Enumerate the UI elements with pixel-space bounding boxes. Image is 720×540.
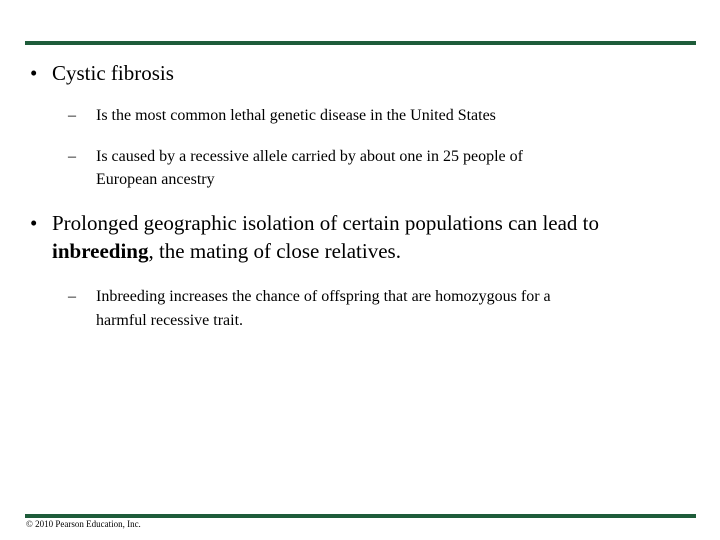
term-inbreeding: inbreeding — [52, 239, 149, 263]
sub-bullet-dash: – — [68, 148, 76, 165]
sub-bullet-inbreeding-line1: Inbreeding increases the chance of offspring that are homozygous for a — [96, 288, 551, 305]
bullet-cystic-fibrosis: Cystic fibrosis — [52, 61, 174, 85]
bullet-marker: • — [30, 61, 38, 85]
copyright-footer: © 2010 Pearson Education, Inc. — [26, 519, 141, 529]
sub-bullet-dash: – — [68, 107, 76, 124]
sub-bullet-recessive-allele-line2: European ancestry — [96, 171, 215, 188]
bullet-marker: • — [30, 211, 38, 235]
sub-bullet-recessive-allele-line1: Is caused by a recessive allele carried by about one in 25 people of — [96, 148, 523, 165]
sub-bullet-inbreeding-line2: harmful recessive trait. — [96, 312, 244, 329]
bullet-isolation-line2-rest: , the mating of close relatives. — [148, 239, 401, 263]
sub-bullet-dash: – — [68, 288, 76, 305]
sub-bullet-most-common: Is the most common lethal genetic disease in the United States — [96, 107, 496, 124]
top-rule — [25, 41, 696, 45]
bullet-isolation-line2 — [52, 238, 401, 264]
bullet-isolation-line1: Prolonged geographic isolation of certain populations can lead to — [52, 211, 600, 235]
